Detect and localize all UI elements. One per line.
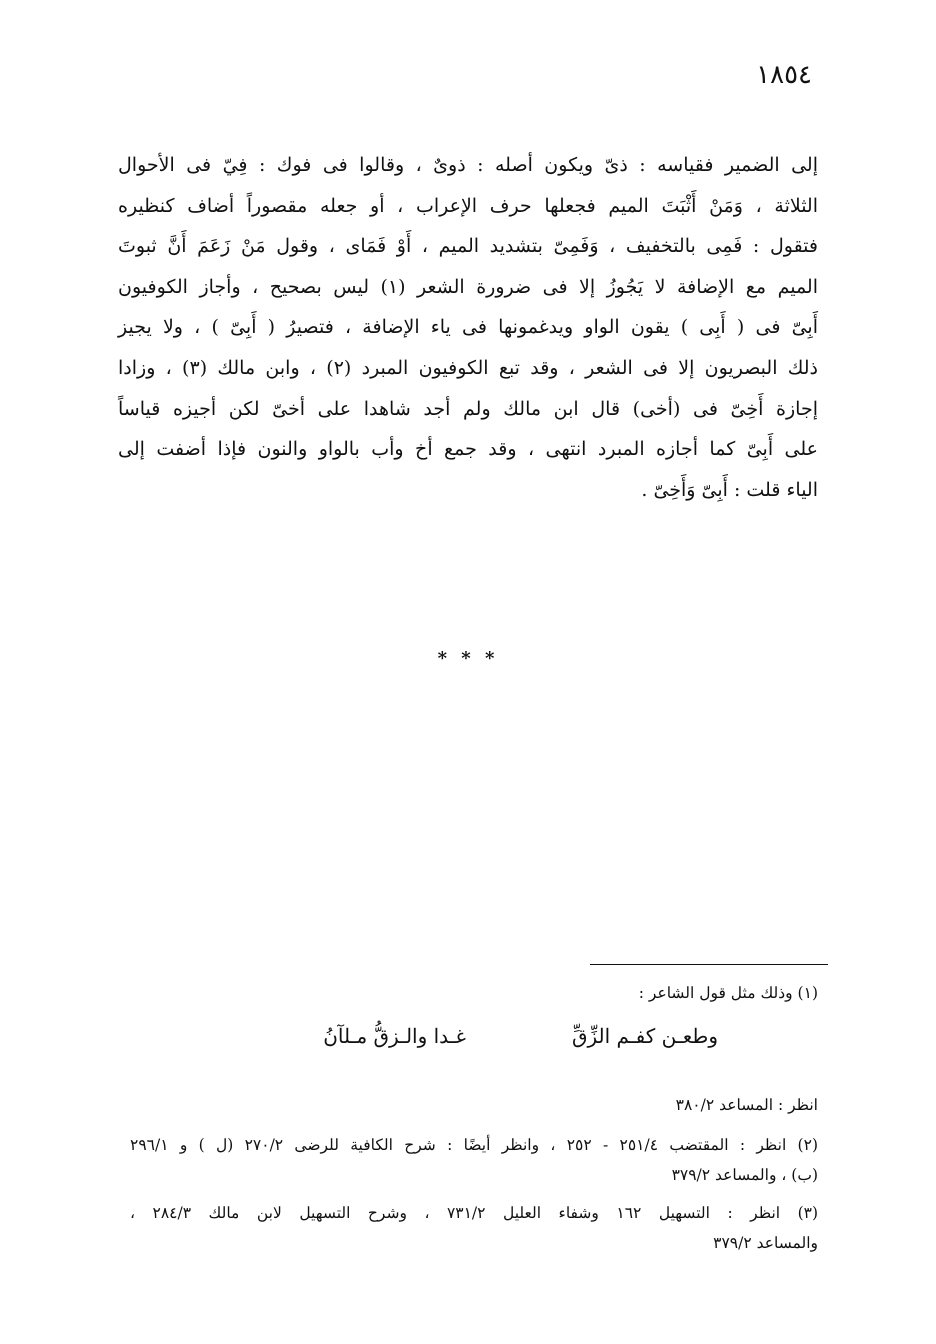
footnote-2-line: (ب) ، والمساعد ٣٧٩/٢ (671, 1166, 818, 1184)
footnote-rule (590, 964, 828, 965)
body-line: فتقول : فَمِى بالتخفيف ، وَفَمِىّ بتشديد الميم ، أَوْ فَمَاى ، وقول مَنْ زَعَمَ أَنَّ ثبوتَ (118, 235, 818, 258)
page-number: ١٨٥٤ (756, 60, 812, 90)
body-line: إجازة أَخِىّ فى (أخى) قال ابن مالك ولم أجد شاهدا على أخىّ لكن أجيزه قياساً (118, 397, 818, 420)
body-line: الياء قلت : أَبِىّ وَأَخِىّ . (641, 478, 818, 501)
body-line: إلى الضمير فقياسه : ذىّ ويكون أصله : ذوىٌ ، وقالوا فى فوك : فِيّ فى الأحوال (118, 154, 818, 176)
main-text (118, 145, 818, 510)
verse-first-hemistich: وطعـن كفـم الزِّقِّ (571, 1024, 718, 1048)
verse-second-hemistich: غـدا والـزقُّ مـلآنُ (323, 1024, 466, 1048)
footnote-1-verse (130, 1018, 818, 1068)
body-line: أَبِىّ فى ( أَبِى ) يقون الواو ويدغمونها فى ياء الإضافة ، فتصيرُ ( أَبِىّ ) ، ولا يجيز (118, 316, 818, 339)
footnote-3-line: والمساعد ٣٧٩/٢ (713, 1234, 818, 1252)
body-line: على أَبِىّ كما أجازه المبرد انتهى ، وقد جمع أخ وأب بالواو والنون فإذا أضفت إلى (118, 438, 818, 461)
section-separator: * * * (437, 648, 499, 669)
body-line: ذلك البصريون إلا فى الشعر ، وقد تبع الكوفيون المبرد (٢) ، وابن مالك (٣) ، وزادا (118, 356, 819, 379)
footnote-2 (130, 1130, 818, 1190)
footnote-3 (130, 1198, 818, 1258)
footnote-2-line: (٢) انظر : المقتضب ٢٥١/٤ - ٢٥٢ ، وانظر أيضًا : شرح الكافية للرضى ٢٧٠/٢ (ل ) و ٢٩٦/١ (130, 1136, 818, 1154)
footnote-1-reference: انظر : المساعد ٣٨٠/٢ (675, 1096, 818, 1114)
footnote-1-intro: (١) وذلك مثل قول الشاعر : (638, 984, 818, 1002)
footnotes (130, 978, 818, 1266)
body-line: الميم مع الإضافة لا يَجُوزُ إلا فى ضرورة الشعر (١) ليس بصحيح ، وأجاز الكوفيون (118, 275, 818, 298)
body-line: الثلاثة ، وَمَنْ أَثْبَتَ الميم فجعلها حرف الإعراب ، أو جعله مقصوراً أضاف كنظيره (118, 194, 818, 217)
footnote-3-line: (٣) انظر : التسهيل ١٦٢ وشفاء العليل ٧٣١/٢ ، وشرح التسهيل لابن مالك ٢٨٤/٣ ، (130, 1204, 819, 1222)
